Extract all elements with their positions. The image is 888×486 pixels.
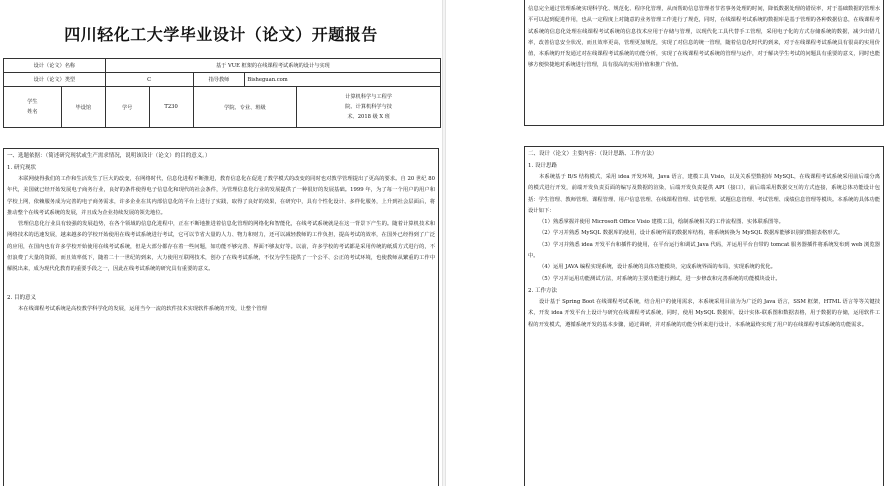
design-task-4: （4）运用 JAVA 编程实现系统，设计系统的具体功能模块，完成系统界面的布局，实现系统的优化。 — [539, 264, 776, 271]
advisor-label-cell: 指导教师 — [193, 73, 245, 87]
purpose-paragraph: 本在线课程考试系统是高校教学科学化的发展，运用当今一流的软件技术实现软件系统的开发，让整个管理 — [18, 305, 267, 312]
section-1-heading: 一、选题依据：（简述研究现状或生产需求情况，说明该设计（论文）的目的意义。） — [7, 153, 211, 159]
research-status-paragraph-1: 本联网使得我们的工作和生活发生了巨大的改变，在网络时代，信息化进程不断推进，教育信息化在促进了教学模式的改变的同时也对教学管理提出了更高的要求。自 20 世纪 80 年代，美国就已经开始发展电子商务行业，良好的条件使得电子信息化和现代的社会条件，为管理信息化行业的发展提供了一种很好的发展基础。1999 年，为了每一个用户的用户和学校上网，依赖服务成为完善的电子商务需求，许多企业在其内部信息化的平台上进行了实践，取得了良好的效果，在研究中，具有个性化设计、多样化服务，上升到社会层面后，将推动整个在线考试系统的发展，并且成为企业持续发展的领先地位。 — [7, 176, 435, 216]
report-info-table — [3, 58, 441, 128]
title-value-cell: 基于 VUE 框架的在线课程考试系统的设计与实现 — [105, 59, 440, 73]
section-1-body — [7, 150, 435, 315]
section-2-body — [528, 148, 880, 331]
report-page-1 — [0, 0, 442, 486]
advisor-value-cell: Bisheguan.com — [245, 73, 441, 87]
student-id-cell: T230 — [149, 87, 193, 128]
student-label-cell — [4, 87, 62, 128]
report-title: 四川轻化工大学毕业设计（论文）开题报告 — [64, 25, 378, 44]
research-status-subheading: 1. 研究现状 — [7, 165, 36, 171]
student-label-line-2: 姓名 — [27, 109, 38, 115]
student-name-cell: 毕设馆 — [61, 87, 105, 128]
section-2-heading: 二、设计（论文）主要内容：（设计思路、工作方法） — [528, 151, 658, 157]
design-idea-subheading: 1. 设计思路 — [528, 163, 557, 169]
college-line-3: 术、2018 级 X 班 — [347, 114, 390, 120]
college-label-cell: 学院、专业、班级 — [193, 87, 297, 128]
design-task-1: （1）熟悉掌握并使用 Microsoft Office Visio 建模工具，绘制系统相关的工作流程图、实体联系图等。 — [539, 219, 784, 226]
student-id-label-cell: 学号 — [105, 87, 149, 128]
college-line-1: 计算机科学与工程学 — [345, 94, 392, 100]
type-value-cell: C — [105, 73, 193, 87]
design-idea-paragraph: 本系统基于 B/S 结构模式，采用 idea 开发环境，Java 语言，建模工具 Visio，以及关系型数据库 MySQL，在线课程考试系统采用前后端分离的模式进行开发，前端开发负责页面的编写及数据的渲染，后端开发负责提供 API（接口），前后端采用数据交互的方式连接，系统总体功能设计包括：学生管理、教师管理、课程管理、用户信息管理、在线课程管理、试卷管理、试题信息管理、考试管理、成绩信息管理等模块。本系统的具体功能设计如下： — [528, 174, 880, 214]
type-label-cell: 设计（论文）类型 — [4, 73, 106, 87]
purpose-continued-body — [528, 4, 880, 72]
work-method-paragraph: 设计基于 Spring Boot 在线课程考试系统，结合用户的使用需求，本系统采用目前为为广泛的 Java 语言，SSM 框架，HTML 语言等等关键技术，开发 idea 开发平台上设计与研究在线课程考试系统，同时，使用 MySQL 数据库，设计实体-联系图和数据表格，用于数据的存储，运用软件工程的开发模式，遵循系统开发的基本步骤，通过调研，并对系统的功能分析来进行设计，本系统最终实现了用户的在线课程考试系统的功能需求。 — [528, 298, 880, 328]
purpose-continued-paragraph: 信息完全通过管理系统实现科学化、规范化、程序化管理，从而帮助信息管理者节省事务处理的时间，降低数据处理的错误率，对于基础数据的管理水平可以起到促进作用，也从一定程度上对随意的业务管理工作进行了规范，同时，在线课程考试系统的数据库是基于管理的各种数据信息，在线课程考试系统的信息化处理在线课程考试系统的信息技术应用于存储与管理，以现代化工具代替手工管理，采用电子化的方式存储系统的数据，减少出错几率，改善信息安全状况，而且效率更高，管理更加规范，实现了对信息的统一管理，随着信息化时代的到来，对于在线课程考试系统具有很高的实用价值，本系统的开发通过对在线课程考试系统的功能分析，实现了在线课程考试系统的管理与运作，对于解决学生考试的问题具有重要的意义，同时也能够方便快捷地对系统进行管理，具有很高的实用价值和推广价值。 — [528, 6, 880, 69]
student-label-line-1: 学生 — [27, 99, 38, 105]
title-label-cell: 设计（论文）名称 — [4, 59, 106, 73]
research-status-paragraph-2: 管理信息化行业具有较强的发展趋势，在各个领域的信息化进程中，正在不断地推进着信息化管理的网络化和智能化，在线考试系统就是在这一背景下产生的。随着计算机技术和网络技术的迅速发展，越来越多的学校开始使用在线考试系统进行考试，它可以节省大量的人力、物力和财力，还可以减轻教师的工作负担，提高考试的效率，在国外已经得到了广泛的应用，在国内也有许多学校开始使用在线考试系统，但是大部分都存在着一些问题，如功能不够完善、界面不够友好等。以前，许多学校的考试都是采用传统的纸质方式进行的，不但浪费了大量的资源，而且效率低下，随着二十一世纪的到来，大力使用互联网技术，创办了在线考试系统，不仅为学生提供了一个公平、公正的考试环境，也使教师从繁重的工作中解脱出来，成为现代化教育的重要手段之一，因此在线考试系统的研究具有重要的意义。 — [7, 221, 435, 273]
purpose-subheading: 2. 目的意义 — [7, 294, 36, 301]
work-method-subheading: 2. 工作方法 — [528, 287, 557, 294]
report-page-2 — [446, 0, 888, 486]
design-task-5: （5）学习并运用功能测试方法，对系统的主要功能进行测试，进一步修改和完善系统的功能模块设计。 — [539, 275, 781, 282]
design-task-3: （3）学习并熟悉 idea 开发平台和插件的使用，在平台运行和调试 Java 代码，并运用平台自带的 tomcat 服务器插件将系统发布到 web 浏览器中。 — [528, 241, 880, 260]
college-value-cell — [297, 87, 441, 128]
college-line-2: 院、计算机科学与技 — [345, 104, 392, 110]
design-task-2: （2）学习并熟悉 MySQL 数据库的使用，设计系统所需的数据库结构，将系统转换为 MySQL 数据库能够识别的数据表格形式。 — [539, 230, 844, 237]
